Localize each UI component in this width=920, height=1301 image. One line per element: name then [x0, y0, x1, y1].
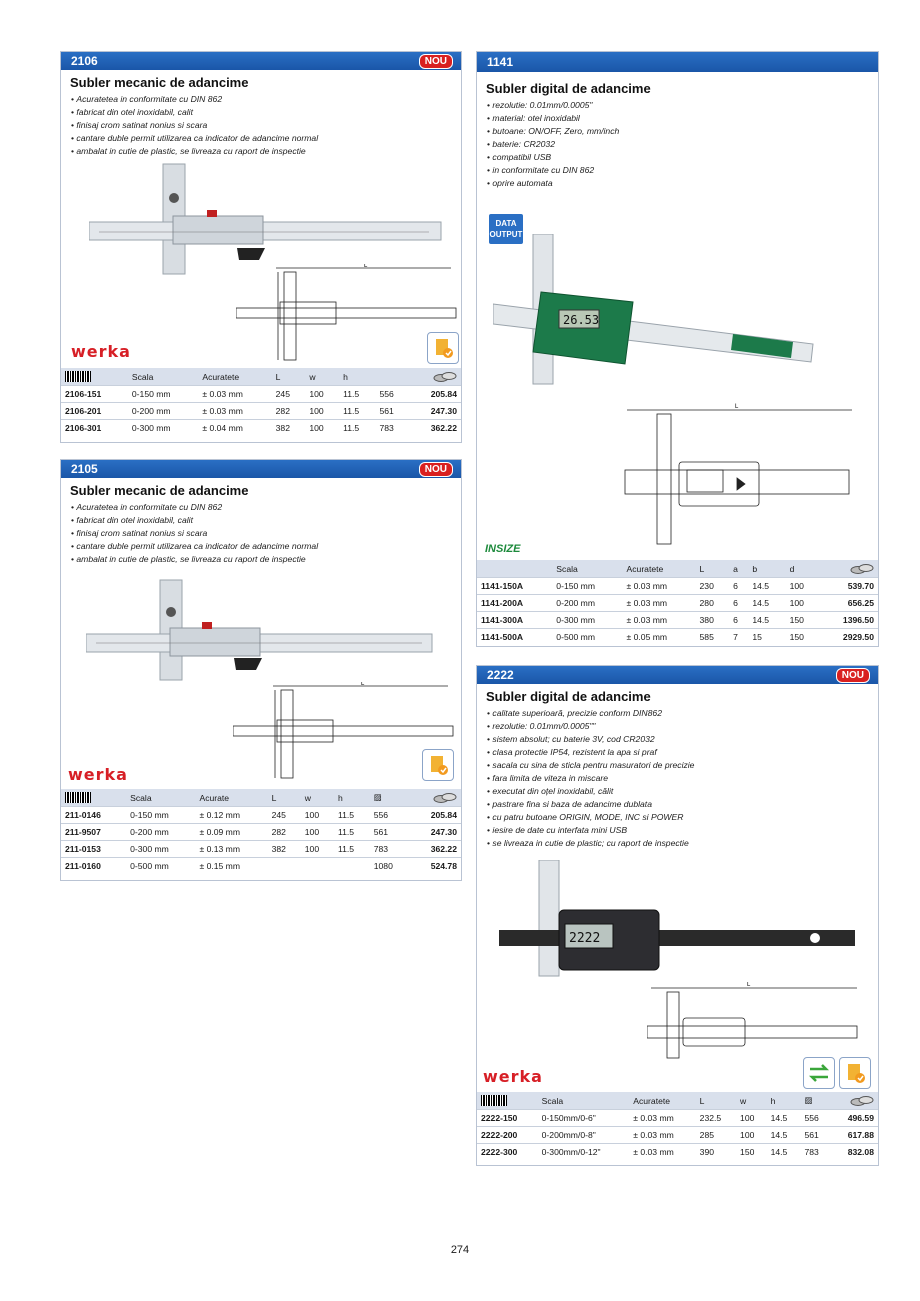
- column-header: [375, 368, 409, 386]
- panel-header: [477, 52, 878, 72]
- table-cell: 783: [370, 841, 410, 858]
- product-code-cell: 211-0160: [61, 858, 126, 875]
- price-cell: 524.78: [410, 858, 461, 875]
- table-row: [61, 420, 461, 437]
- column-header: L: [696, 560, 730, 578]
- table-cell: 0-300mm/0-12": [538, 1144, 630, 1161]
- feature-item: • clasa protectie IP54, rezistent la apa si praf: [487, 746, 878, 759]
- feature-item: • oprire automata: [487, 177, 878, 190]
- feature-item: • baterie: CR2032: [487, 138, 878, 151]
- price-cell: 832.08: [831, 1144, 878, 1161]
- feature-item: • compatibil USB: [487, 151, 878, 164]
- price-header-icon: [819, 560, 878, 578]
- table-cell: 6: [729, 612, 748, 629]
- table-cell: 150: [786, 612, 820, 629]
- feature-list: [487, 99, 878, 190]
- svg-text:L: L: [364, 264, 368, 269]
- weight-header-icon: ▨: [800, 1092, 831, 1110]
- product-code: 2105: [71, 462, 98, 476]
- table-row: [61, 807, 461, 824]
- table-cell: 100: [301, 807, 334, 824]
- column-header: w: [736, 1092, 767, 1110]
- price-cell: 496.59: [831, 1110, 878, 1127]
- product-code-cell: 2106-151: [61, 386, 128, 403]
- product-title: Subler digital de adancime: [486, 689, 651, 704]
- price-header-icon: [831, 1092, 878, 1110]
- panel-header: [61, 460, 461, 478]
- table-row: [477, 578, 878, 595]
- product-panel-2106: [60, 51, 462, 443]
- table-cell: 561: [370, 824, 410, 841]
- product-code: 2106: [71, 54, 98, 68]
- feature-item: • se livreaza in cutie de plastic; cu raport de inspectie: [487, 837, 878, 850]
- table-cell: 100: [301, 841, 334, 858]
- table-cell: 150: [736, 1144, 767, 1161]
- feature-item: • cu patru butoane ORIGIN, MODE, INC si POWER: [487, 811, 878, 824]
- table-cell: 382: [268, 841, 301, 858]
- table-cell: 14.5: [748, 612, 785, 629]
- svg-text:L: L: [747, 982, 751, 988]
- new-badge: NOU: [419, 462, 453, 477]
- column-header: h: [334, 789, 370, 807]
- table-cell: 14.5: [748, 578, 785, 595]
- feature-list: [71, 93, 461, 158]
- table-row: [61, 824, 461, 841]
- table-cell: 556: [370, 807, 410, 824]
- table-cell: 11.5: [339, 386, 375, 403]
- table-cell: 0-500 mm: [552, 629, 622, 646]
- table-row: [477, 612, 878, 629]
- table-cell: ± 0.03 mm: [198, 386, 271, 403]
- table-cell: ± 0.03 mm: [629, 1110, 695, 1127]
- werka-logo: werka: [483, 1067, 543, 1086]
- feature-item: • Acuratetea in conformitate cu DIN 862: [71, 93, 461, 106]
- price-cell: 539.70: [819, 578, 878, 595]
- feature-item: • Acuratetea in conformitate cu DIN 862: [71, 501, 461, 514]
- feature-item: • material: otel inoxidabil: [487, 112, 878, 125]
- column-header: d: [786, 560, 820, 578]
- table-row: [477, 1127, 878, 1144]
- dimension-drawing: [607, 402, 857, 552]
- table-cell: 561: [800, 1127, 831, 1144]
- column-header: b: [748, 560, 785, 578]
- column-header: L: [272, 368, 306, 386]
- feature-item: • fabricat din otel inoxidabil, calit: [71, 106, 461, 119]
- insize-logo: INSIZE: [485, 543, 521, 555]
- table-cell: 150: [786, 629, 820, 646]
- table-cell: ± 0.04 mm: [198, 420, 271, 437]
- price-cell: 247.30: [409, 403, 461, 420]
- product-title: Subler digital de adancime: [486, 81, 651, 96]
- caliper-photo: [86, 576, 446, 686]
- barcode-header-icon: [61, 368, 128, 386]
- table-cell: ± 0.03 mm: [623, 612, 696, 629]
- product-title: Subler mecanic de adancime: [70, 483, 249, 498]
- table-cell: 6: [729, 578, 748, 595]
- product-code: 2222: [487, 668, 514, 682]
- table-cell: ± 0.03 mm: [629, 1144, 695, 1161]
- table-cell: 232.5: [696, 1110, 736, 1127]
- barcode-header-icon: [477, 1092, 538, 1110]
- table-cell: 245: [268, 807, 301, 824]
- table-cell: ± 0.05 mm: [623, 629, 696, 646]
- table-cell: 783: [375, 420, 409, 437]
- table-cell: 0-300 mm: [552, 612, 622, 629]
- table-cell: 0-200 mm: [552, 595, 622, 612]
- table-cell: 285: [696, 1127, 736, 1144]
- feature-item: • ambalat in cutie de plastic, se livreaza cu raport de inspectie: [71, 553, 461, 566]
- table-cell: 100: [301, 824, 334, 841]
- column-header: w: [305, 368, 339, 386]
- table-row: [61, 403, 461, 420]
- display-reading: 2222: [569, 931, 601, 946]
- table-cell: 245: [272, 386, 306, 403]
- product-code-cell: 2106-301: [61, 420, 128, 437]
- feature-item: • fara limita de viteza in miscare: [487, 772, 878, 785]
- svg-text:L: L: [735, 404, 739, 410]
- table-cell: 0-150 mm: [128, 386, 198, 403]
- price-cell: 656.25: [819, 595, 878, 612]
- digital-caliper-photo: [493, 234, 823, 394]
- panel-header: [477, 666, 878, 684]
- svg-text:L: L: [361, 682, 365, 687]
- table-cell: 561: [375, 403, 409, 420]
- product-title: Subler mecanic de adancime: [70, 75, 249, 90]
- feature-item: • cantare duble permit utilizarea ca indicator de adancime normal: [71, 540, 461, 553]
- table-cell: 14.5: [767, 1110, 801, 1127]
- table-cell: ± 0.03 mm: [623, 578, 696, 595]
- digital-caliper-photo: [499, 860, 859, 980]
- table-cell: 0-200mm/0-8": [538, 1127, 630, 1144]
- table-cell: 11.5: [334, 841, 370, 858]
- table-cell: 585: [696, 629, 730, 646]
- price-cell: 362.22: [410, 841, 461, 858]
- table-cell: 0-200 mm: [126, 824, 195, 841]
- product-code: 1141: [487, 55, 514, 69]
- table-cell: 0-150mm/0-6": [538, 1110, 630, 1127]
- werka-logo: werka: [68, 765, 128, 784]
- table-cell: 11.5: [334, 824, 370, 841]
- new-badge: NOU: [836, 668, 870, 683]
- table-row: [477, 595, 878, 612]
- table-cell: 14.5: [767, 1127, 801, 1144]
- column-header: L: [268, 789, 301, 807]
- price-cell: 205.84: [410, 807, 461, 824]
- table-cell: ± 0.12 mm: [195, 807, 267, 824]
- table-cell: 556: [375, 386, 409, 403]
- feature-list: [487, 707, 878, 850]
- table-cell: [301, 858, 334, 875]
- column-header: L: [696, 1092, 736, 1110]
- product-code-cell: 211-9507: [61, 824, 126, 841]
- table-cell: ± 0.03 mm: [623, 595, 696, 612]
- product-code-cell: 1141-500A: [477, 629, 552, 646]
- table-cell: 783: [800, 1144, 831, 1161]
- column-header: Acurate: [195, 789, 267, 807]
- table-cell: 380: [696, 612, 730, 629]
- column-header: a: [729, 560, 748, 578]
- column-header: Scala: [538, 1092, 630, 1110]
- table-cell: 11.5: [339, 403, 375, 420]
- table-cell: 0-300 mm: [126, 841, 195, 858]
- table-cell: 230: [696, 578, 730, 595]
- price-cell: 205.84: [409, 386, 461, 403]
- feature-item: • cantare duble permit utilizarea ca indicator de adancime normal: [71, 132, 461, 145]
- table-cell: 0-150 mm: [552, 578, 622, 595]
- inspection-report-icon: [839, 1057, 871, 1089]
- table-cell: 0-150 mm: [126, 807, 195, 824]
- table-cell: 280: [696, 595, 730, 612]
- code-header: [477, 560, 552, 578]
- table-cell: 1080: [370, 858, 410, 875]
- price-cell: 2929.50: [819, 629, 878, 646]
- table-cell: 100: [736, 1127, 767, 1144]
- spec-table: [477, 1092, 878, 1160]
- table-cell: [334, 858, 370, 875]
- table-cell: 282: [272, 403, 306, 420]
- feature-item: • sistem absolut; cu baterie 3V, cod CR2032: [487, 733, 878, 746]
- product-code-cell: 211-0153: [61, 841, 126, 858]
- table-cell: ± 0.09 mm: [195, 824, 267, 841]
- table-cell: 556: [800, 1110, 831, 1127]
- inspection-report-icon: [427, 332, 459, 364]
- feature-item: • pastrare fina si baza de adancime dublata: [487, 798, 878, 811]
- feature-item: • executat din oțel inoxidabil, călit: [487, 785, 878, 798]
- column-header: w: [301, 789, 334, 807]
- spec-table: [61, 368, 461, 436]
- feature-item: • in conformitate cu DIN 862: [487, 164, 878, 177]
- product-panel-2105: [60, 459, 462, 881]
- table-cell: 100: [786, 578, 820, 595]
- feature-item: • finisaj crom satinat nonius si scara: [71, 119, 461, 132]
- table-cell: 0-500 mm: [126, 858, 195, 875]
- feature-item: • rezolutie: 0.01mm/0.0005": [487, 99, 878, 112]
- table-cell: 0-300 mm: [128, 420, 198, 437]
- column-header: h: [767, 1092, 801, 1110]
- product-code-cell: 1141-300A: [477, 612, 552, 629]
- table-row: [61, 386, 461, 403]
- table-row: [61, 841, 461, 858]
- page-number: 274: [450, 1244, 470, 1256]
- table-cell: ± 0.13 mm: [195, 841, 267, 858]
- table-cell: 14.5: [767, 1144, 801, 1161]
- feature-item: • calitate superioară, precizie conform DIN862: [487, 707, 878, 720]
- column-header: h: [339, 368, 375, 386]
- caliper-photo: [89, 160, 449, 280]
- table-cell: ± 0.15 mm: [195, 858, 267, 875]
- spec-table: [477, 560, 878, 645]
- product-panel-1141: [476, 51, 879, 647]
- feature-item: • ambalat in cutie de plastic, se livreaza cu raport de inspectie: [71, 145, 461, 158]
- table-cell: 11.5: [334, 807, 370, 824]
- product-panel-2222: [476, 665, 879, 1166]
- product-code-cell: 2222-200: [477, 1127, 538, 1144]
- table-cell: 0-200 mm: [128, 403, 198, 420]
- table-cell: [268, 858, 301, 875]
- column-header: Acuratete: [629, 1092, 695, 1110]
- table-cell: 6: [729, 595, 748, 612]
- display-reading: 26.53: [563, 313, 600, 327]
- feature-item: • finisaj crom satinat nonius si scara: [71, 527, 461, 540]
- price-cell: 1396.50: [819, 612, 878, 629]
- product-code-cell: 2222-300: [477, 1144, 538, 1161]
- table-row: [477, 1110, 878, 1127]
- new-badge: NOU: [419, 54, 453, 69]
- table-cell: ± 0.03 mm: [198, 403, 271, 420]
- feature-item: • rezolutie: 0.01mm/0.0005"": [487, 720, 878, 733]
- inspection-report-icon: [422, 749, 454, 781]
- table-cell: 100: [305, 403, 339, 420]
- column-header: Scala: [128, 368, 198, 386]
- table-cell: 15: [748, 629, 785, 646]
- table-cell: 14.5: [748, 595, 785, 612]
- data-output-badge: DATA OUTPUT: [489, 214, 523, 244]
- product-code-cell: 2222-150: [477, 1110, 538, 1127]
- product-code-cell: 211-0146: [61, 807, 126, 824]
- table-row: [61, 858, 461, 875]
- table-cell: 100: [786, 595, 820, 612]
- weight-header-icon: ▨: [370, 789, 410, 807]
- table-cell: 100: [305, 386, 339, 403]
- feature-item: • iesire de date cu interfata mini USB: [487, 824, 878, 837]
- table-cell: 7: [729, 629, 748, 646]
- column-header: Acuratete: [198, 368, 271, 386]
- table-cell: ± 0.03 mm: [629, 1127, 695, 1144]
- price-header-icon: [410, 789, 461, 807]
- price-cell: 247.30: [410, 824, 461, 841]
- table-row: [477, 1144, 878, 1161]
- table-cell: 382: [272, 420, 306, 437]
- feature-item: • fabricat din otel inoxidabil, calit: [71, 514, 461, 527]
- product-code-cell: 2106-201: [61, 403, 128, 420]
- price-header-icon: [409, 368, 461, 386]
- werka-logo: werka: [71, 342, 131, 361]
- table-cell: 100: [305, 420, 339, 437]
- data-transfer-icon: [803, 1057, 835, 1089]
- table-row: [477, 629, 878, 646]
- feature-list: [71, 501, 461, 566]
- spec-table: [61, 789, 461, 874]
- feature-item: • butoane: ON/OFF, Zero, mm/inch: [487, 125, 878, 138]
- column-header: Scala: [552, 560, 622, 578]
- product-code-cell: 1141-200A: [477, 595, 552, 612]
- column-header: Scala: [126, 789, 195, 807]
- table-cell: 282: [268, 824, 301, 841]
- barcode-header-icon: [61, 789, 126, 807]
- product-code-cell: 1141-150A: [477, 578, 552, 595]
- panel-header: [61, 52, 461, 70]
- dimension-drawing: [647, 982, 862, 1062]
- table-cell: 100: [736, 1110, 767, 1127]
- table-cell: 390: [696, 1144, 736, 1161]
- price-cell: 362.22: [409, 420, 461, 437]
- column-header: Acuratete: [623, 560, 696, 578]
- table-cell: 11.5: [339, 420, 375, 437]
- feature-item: • sacala cu sina de sticla pentru masuratori de precizie: [487, 759, 878, 772]
- price-cell: 617.88: [831, 1127, 878, 1144]
